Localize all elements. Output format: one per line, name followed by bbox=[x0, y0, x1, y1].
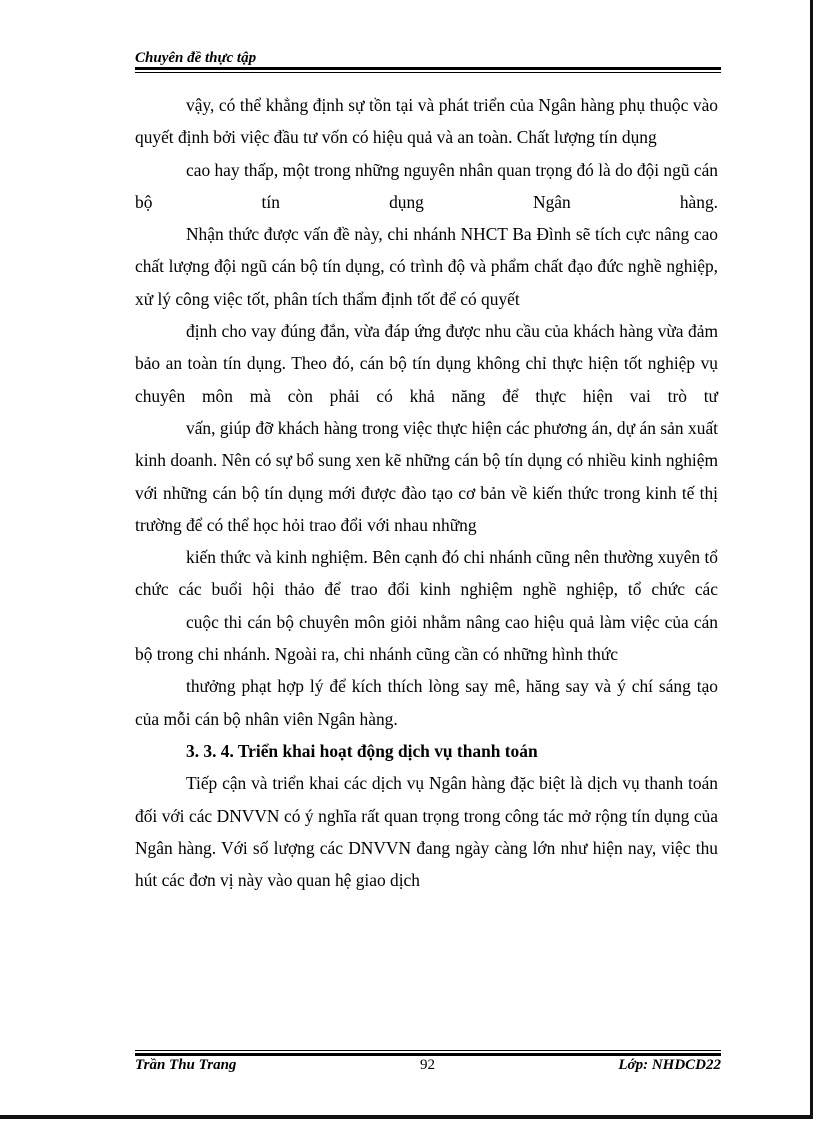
paragraph: thưởng phạt hợp lý để kích thích lòng say mê, hăng say và ý chí sáng tạo của mỗi cán bộ nhân viên Ngân hàng. bbox=[135, 676, 718, 729]
footer-rule-thin bbox=[135, 1050, 721, 1051]
section-heading: 3. 3. 4. Triển khai hoạt động dịch vụ thanh toán bbox=[186, 740, 538, 761]
paragraph: vậy, có thể khẳng định sự tồn tại và phát triển của Ngân hàng phụ thuộc vào quyết định bởi việc đầu tư vốn có hiệu quả và an toàn. Chất lượng tín dụng bbox=[135, 95, 718, 148]
document-body bbox=[135, 89, 718, 896]
footer-author: Trần Thu Trang bbox=[135, 1057, 237, 1073]
paragraph: vấn, giúp đỡ khách hàng trong việc thực hiện các phương án, dự án sản xuất kinh doanh. Nên có sự bổ sung xen kẽ những cán bộ tín dụng có nhiều kinh nghiệm với những cán bộ tín dụng mới được đào tạo cơ bản về kiến thức trong kinh tế thị trường để có thể học hỏi trao đổi với nhau những bbox=[135, 417, 718, 535]
paragraph: Tiếp cận và triển khai các dịch vụ Ngân hàng đặc biệt là dịch vụ thanh toán đối với các DNVVN có ý nghĩa rất quan trọng trong công tác mở rộng tín dụng của Ngân hàng. Với số lượng các DNVVN đang ngày càng lớn như hiện nay, việc thu hút các đơn vị này vào quan hệ giao dịch bbox=[135, 773, 718, 891]
header-rule-thick bbox=[135, 67, 721, 70]
paragraph: kiến thức và kinh nghiệm. Bên cạnh đó chi nhánh cũng nên thường xuyên tổ chức các buổi hội thảo để trao đổi kinh nghiệm nghề nghiệp, tổ chức các bbox=[135, 547, 718, 600]
page-number: 92 bbox=[420, 1057, 435, 1073]
header-rule-thin bbox=[135, 72, 721, 73]
paragraph: cuộc thi cán bộ chuyên môn giỏi nhằm nâng cao hiệu quả làm việc của cán bộ trong chi nhánh. Ngoài ra, chi nhánh cũng cần có những hình thức bbox=[135, 611, 718, 665]
footer-class-label: Lớp: NHDCD22 bbox=[618, 1057, 721, 1073]
page-footer bbox=[135, 1057, 721, 1077]
paragraph: cao hay thấp, một trong những nguyên nhân quan trọng đó là do đội ngũ cán bộ tín dụng Ngân hàng. bbox=[135, 159, 719, 212]
footer-rule-thick bbox=[135, 1053, 721, 1056]
paragraph: định cho vay đúng đắn, vừa đáp ứng được nhu cầu của khách hàng vừa đảm bảo an toàn tín dụng. Theo đó, cán bộ tín dụng không chỉ thực hiện tốt nghiệp vụ chuyên môn mà còn phải có khả năng để thực hiện vai trò tư bbox=[135, 321, 718, 406]
page-header-title: Chuyên đề thực tập bbox=[135, 50, 257, 66]
paragraph: Nhận thức được vấn đề này, chi nhánh NHCT Ba Đình sẽ tích cực nâng cao chất lượng đội ngũ cán bộ tín dụng, có trình độ và phẩm chất đạo đức nghề nghiệp, xử lý công việc tốt, phân tích thẩm định tốt để có quyết bbox=[135, 224, 718, 309]
